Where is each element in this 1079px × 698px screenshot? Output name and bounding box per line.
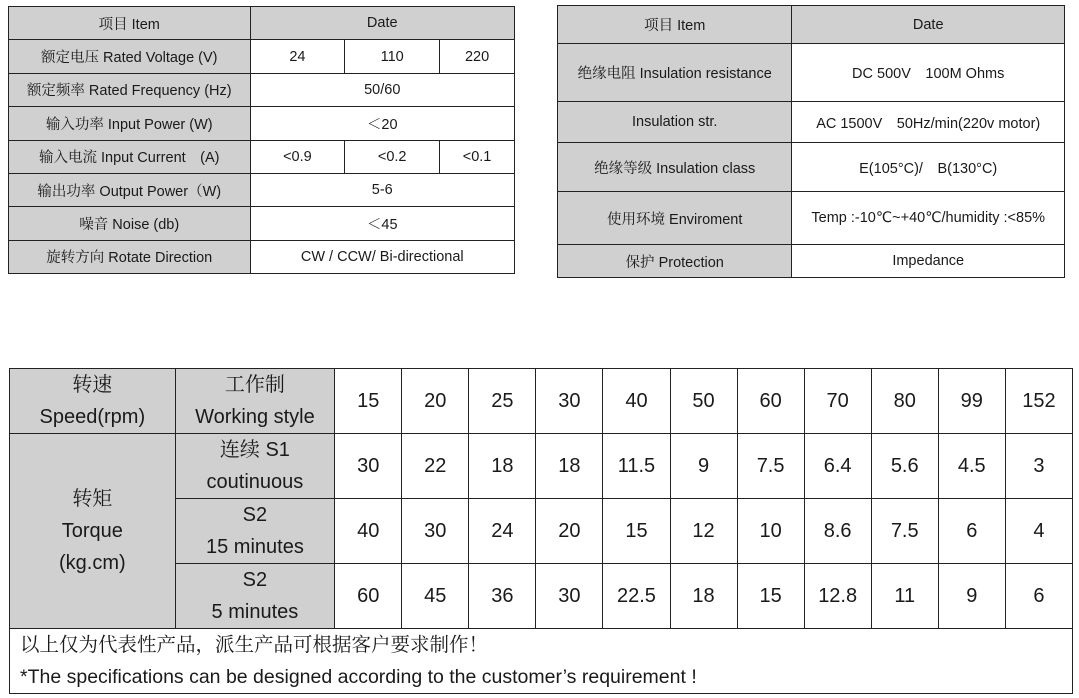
date-header: Date — [792, 6, 1065, 44]
table-row — [9, 40, 515, 73]
insulation-resistance-label: 绝缘电阻 Insulation resistance — [558, 44, 792, 102]
torque-header — [10, 434, 176, 629]
torque-table — [9, 368, 1073, 694]
working-style-desc: coutinuous — [206, 471, 304, 493]
torque-value: 22 — [402, 434, 469, 499]
table-row — [9, 173, 515, 206]
torque-value: 3 — [1005, 434, 1072, 499]
table-row — [558, 245, 1065, 278]
torque-label-cn: 转矩 — [72, 488, 113, 510]
working-style-desc: 5 minutes — [211, 601, 299, 623]
environment-value: Temp :-10℃~+40℃/humidity :<85% — [792, 192, 1065, 245]
torque-value: 11 — [871, 564, 938, 629]
torque-value: 6 — [938, 499, 1005, 564]
torque-value: 11.5 — [603, 434, 670, 499]
torque-value: 36 — [469, 564, 536, 629]
rated-frequency-value: 50/60 — [250, 73, 515, 106]
insulation-strength-label: Insulation str. — [558, 102, 792, 143]
table-row — [558, 143, 1065, 192]
torque-value: 30 — [536, 564, 603, 629]
torque-value: 15 — [603, 499, 670, 564]
rotate-direction-label: 旋转方向 Rotate Direction — [9, 240, 251, 273]
table-row — [9, 73, 515, 106]
table-row — [10, 369, 1073, 434]
input-power-value: ＜20 — [250, 107, 515, 140]
working-style-desc: 15 minutes — [205, 536, 304, 558]
torque-value: 8.6 — [804, 499, 871, 564]
table-row — [558, 102, 1065, 143]
torque-value: 20 — [536, 499, 603, 564]
torque-value: 7.5 — [737, 434, 804, 499]
input-current-value: <0.9 — [250, 140, 345, 173]
working-style-name: S2 — [242, 569, 268, 591]
table-row — [558, 44, 1065, 102]
working-style-header — [175, 369, 335, 434]
rotate-direction-value: CW / CCW/ Bi-directional — [250, 240, 515, 273]
working-style-cell — [175, 564, 335, 629]
working-style-cell — [175, 499, 335, 564]
note-cell — [10, 629, 1073, 694]
noise-value: ＜45 — [250, 207, 515, 240]
speed-value: 40 — [603, 369, 670, 434]
note-en: *The specifications can be designed according to the customer’s requirement ! — [20, 666, 697, 688]
noise-label: 噪音 Noise (db) — [9, 207, 251, 240]
speed-label-en: Speed(rpm) — [39, 406, 146, 428]
speed-value: 15 — [335, 369, 402, 434]
table-row — [558, 192, 1065, 245]
note-cn: 以上仅为代表性产品，派生产品可根据客户要求制作！ — [20, 634, 489, 656]
torque-value: 24 — [469, 499, 536, 564]
torque-value: 9 — [670, 434, 737, 499]
table-row — [9, 140, 515, 173]
output-power-value: 5-6 — [250, 173, 515, 206]
torque-value: 5.6 — [871, 434, 938, 499]
table-row — [9, 240, 515, 273]
torque-value: 18 — [670, 564, 737, 629]
insulation-resistance-value: DC 500V 100M Ohms — [792, 44, 1065, 102]
torque-value: 6.4 — [804, 434, 871, 499]
table-row — [9, 7, 515, 40]
torque-value: 10 — [737, 499, 804, 564]
torque-label-en: Torque — [61, 520, 123, 542]
torque-value: 12 — [670, 499, 737, 564]
torque-value: 7.5 — [871, 499, 938, 564]
speed-value: 99 — [938, 369, 1005, 434]
torque-value: 4 — [1005, 499, 1072, 564]
insulation-strength-value: AC 1500V 50Hz/min(220v motor) — [792, 102, 1065, 143]
speed-value: 20 — [402, 369, 469, 434]
speed-label-cn: 转速 — [72, 374, 113, 396]
torque-value: 18 — [469, 434, 536, 499]
rated-frequency-label: 额定频率 Rated Frequency (Hz) — [9, 73, 251, 106]
rated-voltage-value: 24 — [250, 40, 345, 73]
working-label-en: Working style — [195, 406, 315, 428]
speed-value: 152 — [1005, 369, 1072, 434]
working-style-name: S2 — [242, 504, 268, 526]
insulation-class-value: E(105°C)/ B(130°C) — [792, 143, 1065, 192]
date-header: Date — [250, 7, 515, 40]
input-power-label: 输入功率 Input Power (W) — [9, 107, 251, 140]
working-style-cell — [175, 434, 335, 499]
torque-value: 4.5 — [938, 434, 1005, 499]
table-row — [9, 107, 515, 140]
insulation-class-label: 绝缘等级 Insulation class — [558, 143, 792, 192]
working-label-cn: 工作制 — [224, 374, 285, 396]
table-row — [10, 629, 1073, 694]
insulation-table — [557, 5, 1065, 278]
speed-value: 25 — [469, 369, 536, 434]
speed-value: 30 — [536, 369, 603, 434]
torque-value: 6 — [1005, 564, 1072, 629]
torque-value: 45 — [402, 564, 469, 629]
torque-value: 15 — [737, 564, 804, 629]
torque-value: 30 — [402, 499, 469, 564]
speed-value: 50 — [670, 369, 737, 434]
spec-table — [8, 6, 515, 274]
speed-value: 80 — [871, 369, 938, 434]
torque-value: 18 — [536, 434, 603, 499]
speed-value: 70 — [804, 369, 871, 434]
working-style-name: 连续 S1 — [219, 439, 290, 461]
rated-voltage-value: 110 — [345, 40, 440, 73]
input-current-label: 输入电流 Input Current (A) — [9, 140, 251, 173]
torque-value: 22.5 — [603, 564, 670, 629]
input-current-value: <0.2 — [345, 140, 440, 173]
torque-value: 40 — [335, 499, 402, 564]
speed-value: 60 — [737, 369, 804, 434]
output-power-label: 输出功率 Output Power（W) — [9, 173, 251, 206]
rated-voltage-label: 额定电压 Rated Voltage (V) — [9, 40, 251, 73]
environment-label: 使用环境 Enviroment — [558, 192, 792, 245]
rated-voltage-value: 220 — [440, 40, 515, 73]
torque-value: 30 — [335, 434, 402, 499]
item-header: 项目 Item — [558, 6, 792, 44]
protection-label: 保护 Protection — [558, 245, 792, 278]
input-current-value: <0.1 — [440, 140, 515, 173]
table-row — [9, 207, 515, 240]
protection-value: Impedance — [792, 245, 1065, 278]
torque-value: 60 — [335, 564, 402, 629]
torque-unit: (kg.cm) — [58, 552, 126, 574]
table-row — [10, 434, 1073, 499]
table-row — [558, 6, 1065, 44]
speed-header — [10, 369, 176, 434]
item-header: 项目 Item — [9, 7, 251, 40]
torque-value: 12.8 — [804, 564, 871, 629]
torque-value: 9 — [938, 564, 1005, 629]
